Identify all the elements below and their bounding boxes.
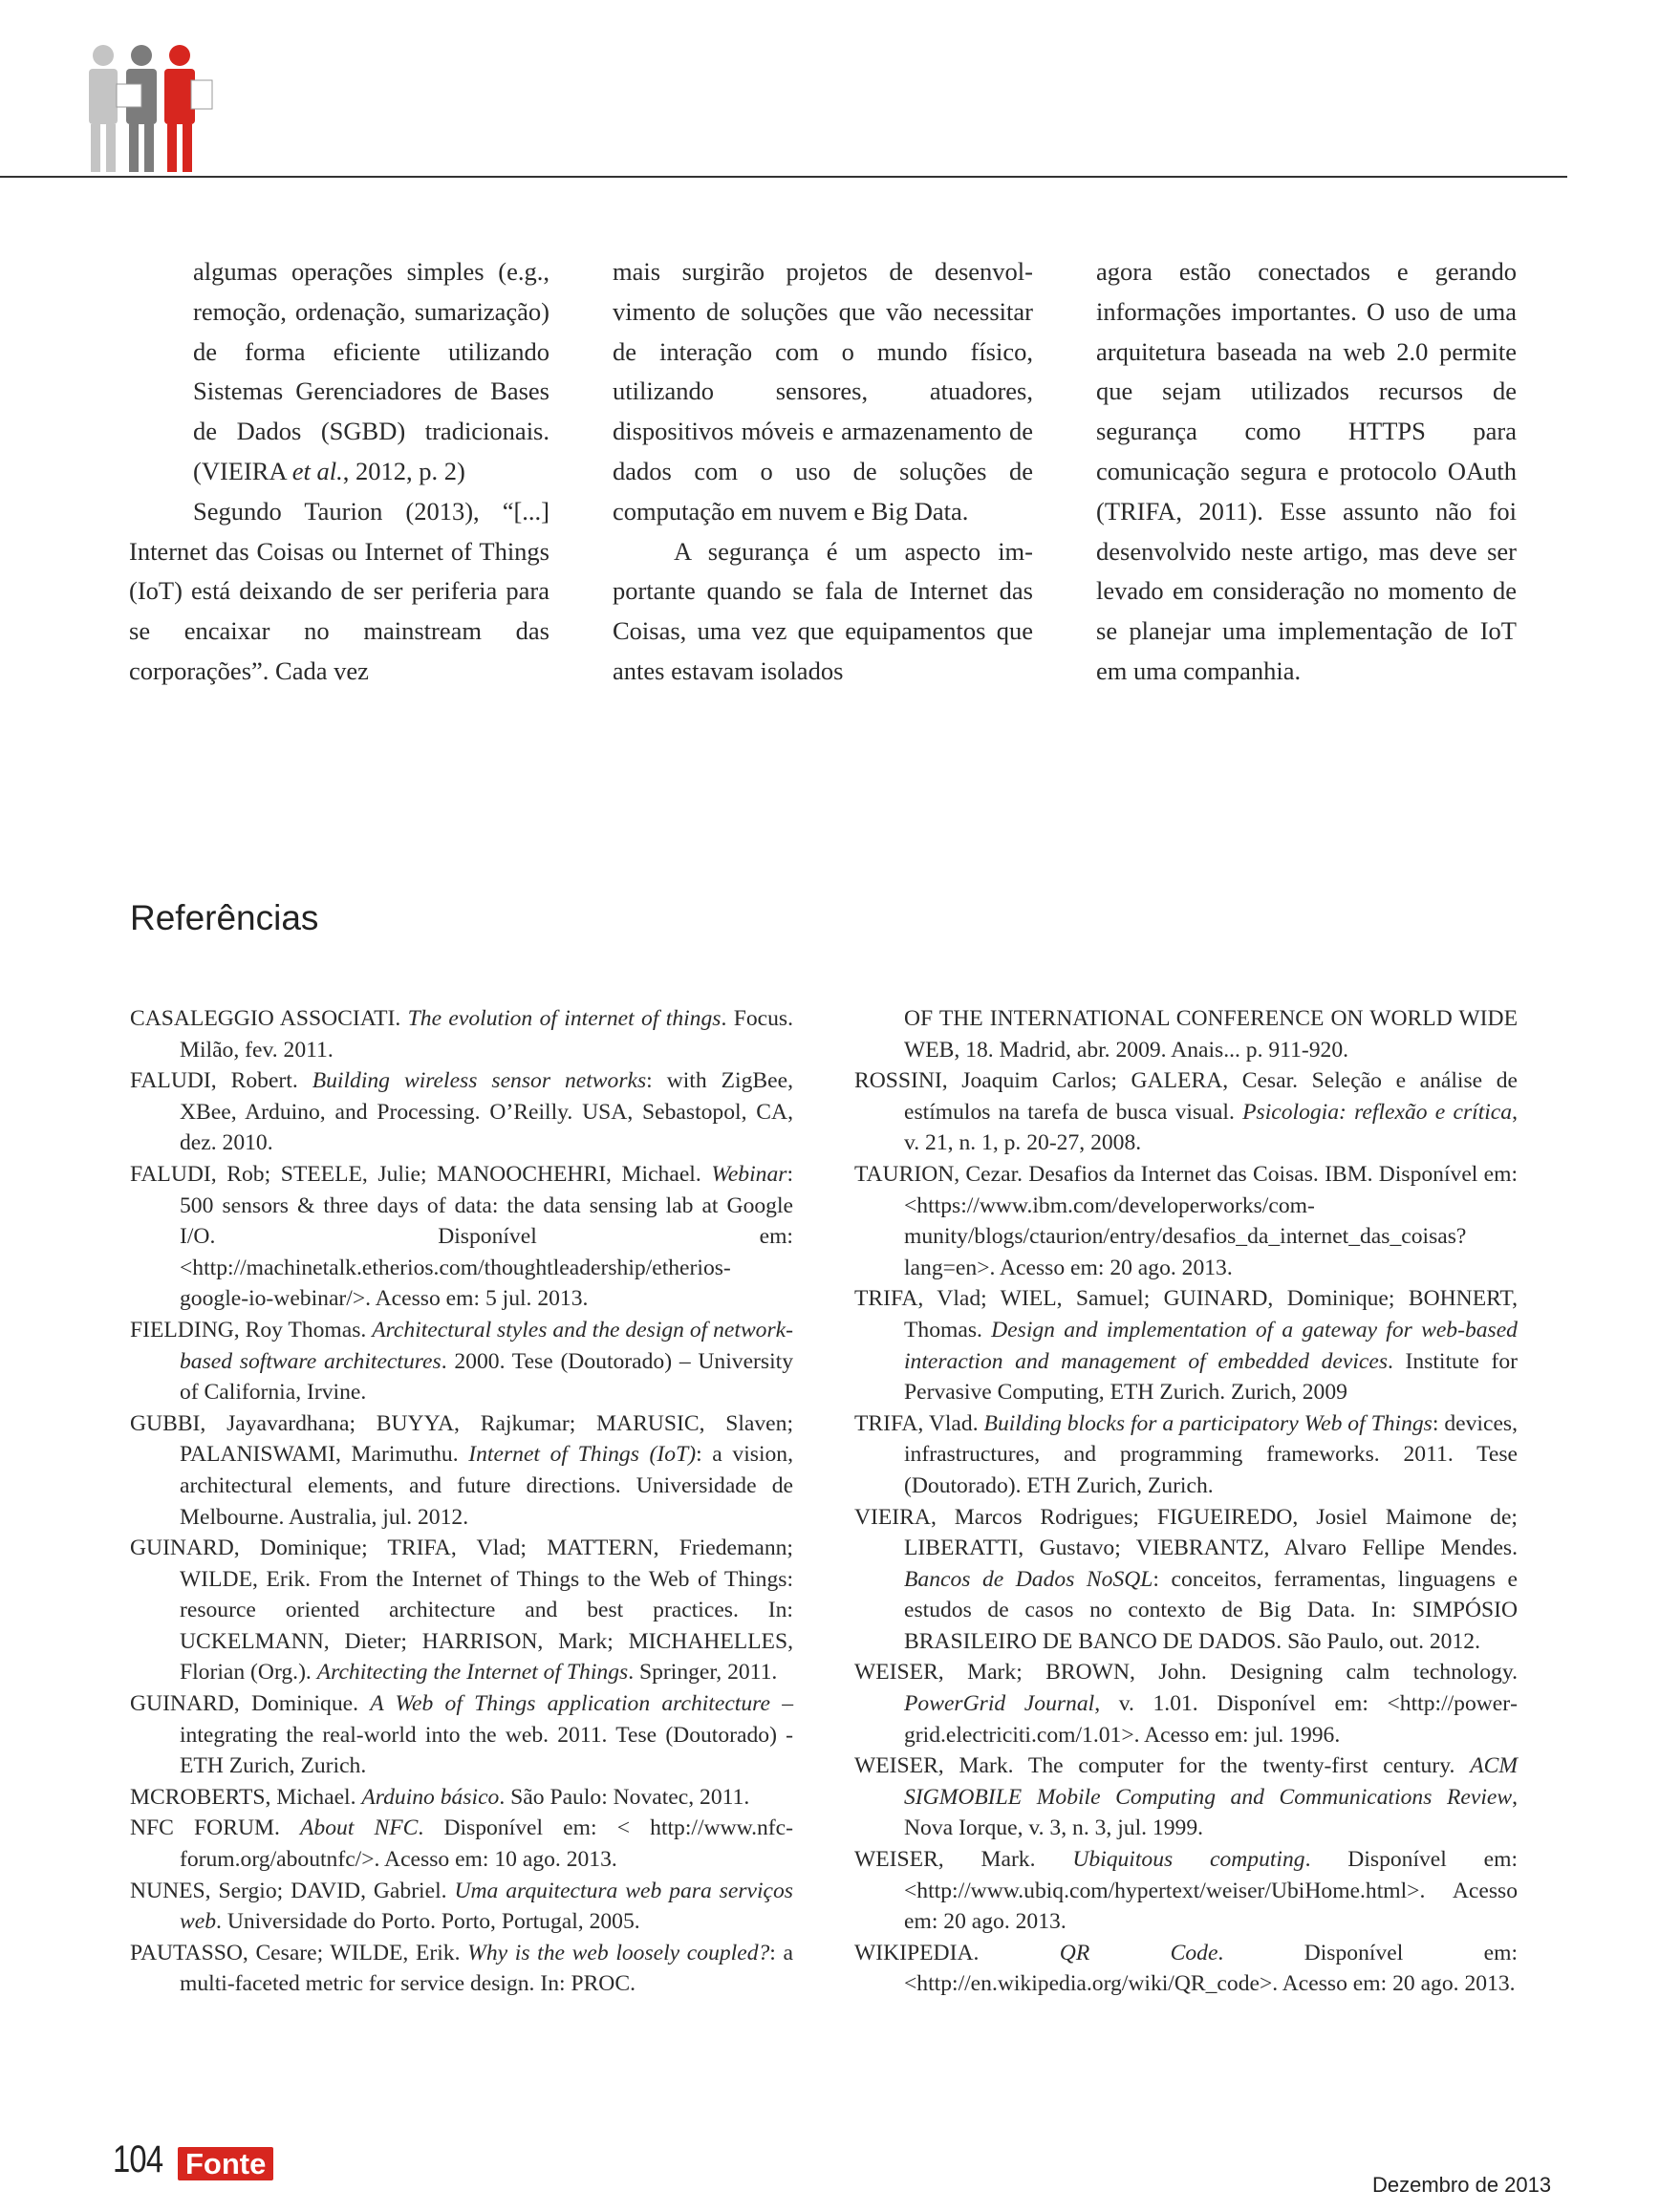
references-right-column [854,1003,1518,2000]
references-left-column [130,1003,793,2000]
reference-entry: WIKIPEDIA. QR Code. Disponível em: <http://en.wikipedia.org/wiki/QR_code>. Acesso em: 20 ago. 2013. [854,1940,1519,1997]
reference-entry: GUINARD, Dominique. A Web of Things application architecture – integrating the real-world into the web. 2011. Tese (Doutorado) - ETH Zurich, Zurich. [130,1691,793,1779]
body-paragraph: agora estão conectados e gerando informações importantes. O uso de uma arquitetura baseada na web 2.0 permite que sejam utilizados recursos de segurança como HTTPS para comunicação segura e protocolo OAuth (TRIFA, 2011). Esse assunto não foi desenvolvido neste artigo, mas deve ser levado em consideração no momento de se planejar uma implementação de IoT em uma companhia. [1096,257,1517,685]
page-number: 104 [113,2138,163,2180]
body-column-2 [613,252,1033,692]
fonte-logo: Fonte [178,2147,273,2180]
reference-entry: TRIFA, Vlad; WIEL, Samuel; GUINARD, Dominique; BOHNERT, Thomas. Design and implementation of a gateway for web-based interaction and management of embedded devices. Institute for Pervasive Computing, ETH Zurich. Zurich, 2009 [854,1286,1518,1406]
reference-entry: FALUDI, Rob; STEELE, Julie; MANOOCHEHRI, Michael. Webinar: 500 sensors & three days of data: the data sensing lab at Google I/O. Disponível em: <http://machinetalk.etherios.com/thoughtleadership/etherios-google-io-webinar/>. Acesso em: 5 jul. 2013. [130,1161,793,1312]
reference-entry: GUBBI, Jayavardhana; BUYYA, Rajkumar; MARUSIC, Slaven; PALANISWAMI, Marimuthu. Internet of Things (IoT): a vision, architectural elements, and future directions. Universidade de Melbourne. Australia, jul. 2012. [130,1410,793,1530]
reference-entry: ROSSINI, Joaquim Carlos; GALERA, Cesar. Seleção e análise de estímulos na tarefa de busca visual. Psicologia: reflexão e crítica, v. 21, n. 1, p. 20-27, 2008. [854,1068,1518,1156]
issue-date: Dezembro de 2013 [1372,2173,1552,2197]
reference-entry: TRIFA, Vlad. Building blocks for a participatory Web of Things: devices, infrastructures, and programming frameworks. 2011. Tese (Doutorado). ETH Zurich, Zurich. [854,1410,1518,1498]
reference-continuation: OF THE INTERNATIONAL CONFERENCE ON WORLD WIDE WEB, 18. Madrid, abr. 2009. Anais... p. 911-920. [904,1006,1518,1063]
reference-entry: WEISER, Mark. The computer for the twenty-first century. ACM SIGMOBILE Mobile Computing and Communications Review, Nova Iorque, v. 3, n. 3, jul. 1999. [854,1753,1518,1841]
body-paragraph: algumas operações simples (e.g., remoção, ordenação, sumarização) de forma eficiente utilizando Sistemas Gerenciadores de Bases de Dados (SGBD) tradicionais. (VIEIRA et al., 2012, p. 2) [193,257,549,485]
header-rule [0,176,1567,178]
body-paragraph: Segundo Taurion (2013), “[...] Internet das Coisas ou Internet of Things (IoT) está deixando de ser periferia para se encaixar no mainstream das corporações”. Cada vez [129,496,549,685]
reference-entry: TAURION, Cezar. Desafios da Internet das Coisas. IBM. Disponível em: <https://www.ibm.com/developerworks/community/blogs/ctaurion/entry/desafios_da_internet_das_coisas?lang=en>. Acesso em: 20 ago. 2013. [854,1161,1518,1280]
reference-entry: CASALEGGIO ASSOCIATI. The evolution of internet of things. Focus. Milão, fev. 2011. [130,1006,794,1063]
people-logo-icon [75,42,227,176]
reference-entry: GUINARD, Dominique; TRIFA, Vlad; MATTERN, Friedemann; WILDE, Erik. From the Internet of Things to the Web of Things: resource oriented architecture and best practices. In: UCKELMANN, Dieter; HARRISON, Mark; MICHAHELLES, Florian (Org.). Architecting the Internet of Things. Springer, 2011. [130,1536,793,1686]
reference-entry: FIELDING, Roy Thomas. Architectural styles and the design of network-based software architectures. 2000. Tese (Doutorado) – University of California, Irvine. [130,1317,794,1406]
reference-entry: NFC FORUM. About NFC. Disponível em: < http://www.nfc-forum.org/aboutnfc/>. Acesso em: 10 ago. 2013. [130,1815,793,1873]
body-paragraph: mais surgirão projetos de desenvolvimento de soluções que vão necessitar de interação com o mundo físico, utilizando sensores, atuadores, dispositivos móveis e armazenamento de dados com o uso de soluções de computação em nuvem e Big Data. [613,257,1033,526]
reference-entry: WEISER, Mark. Ubiquitous computing. Disponível em: <http://www.ubiq.com/hypertext/weiser/UbiHome.html>. Acesso em: 20 ago. 2013. [854,1847,1519,1935]
reference-entry: PAUTASSO, Cesare; WILDE, Erik. Why is the web loosely coupled?: a multi-faceted metric for service design. In: PROC. [130,1940,793,1997]
reference-entry: NUNES, Sergio; DAVID, Gabriel. Uma arquitectura web para serviços web. Universidade do Porto. Porto, Portugal, 2005. [130,1878,793,1935]
references-heading: Referências [130,898,319,937]
body-column-3 [1096,252,1517,692]
body-paragraph: A segurança é um aspecto importante quando se fala de Internet das Coisas, uma vez que equipamentos que antes estavam isolados [613,536,1033,685]
reference-entry: WEISER, Mark; BROWN, John. Designing calm technology. PowerGrid Journal, v. 1.01. Disponível em: <http://powergrid.electriciti.com/1.01>. Acesso em: jul. 1996. [854,1660,1518,1748]
body-column-1 [129,252,549,692]
reference-entry: FALUDI, Robert. Building wireless sensor networks: with ZigBee, XBee, Arduino, and Processing. O’Reilly. USA, Sebastopol, CA, dez. 2010. [130,1068,793,1156]
reference-entry: MCROBERTS, Michael. Arduino básico. São Paulo: Novatec, 2011. [130,1784,750,1810]
reference-entry: VIEIRA, Marcos Rodrigues; FIGUEIREDO, Josiel Maimone de; LIBERATTI, Gustavo; VIEBRANTZ, Alvaro Fellipe Mendes. Bancos de Dados NoSQL: conceitos, ferramentas, linguagens e estudos de casos no contexto de Big Data. In: SIMPÓSIO BRASILEIRO DE BANCO DE DADOS. São Paulo, out. 2012. [854,1504,1518,1654]
